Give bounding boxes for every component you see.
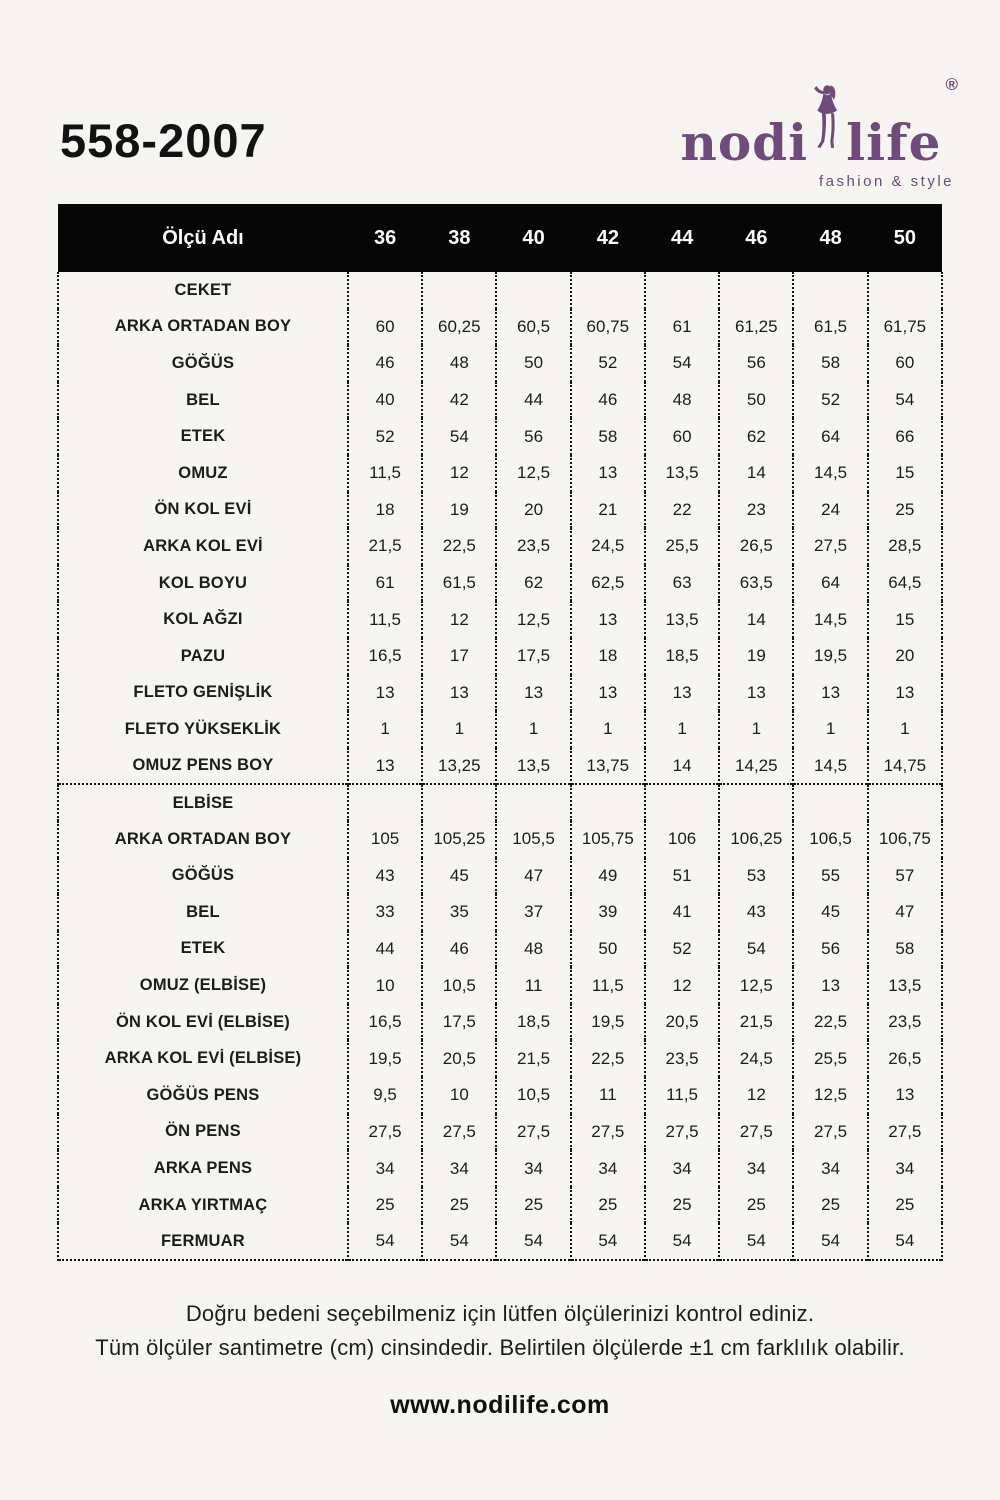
- measurement-row: [58, 1187, 942, 1224]
- measurement-value: 58: [571, 418, 645, 455]
- measurement-value: 106: [645, 821, 719, 858]
- measurement-row: [58, 601, 942, 638]
- measurement-value: 14: [645, 748, 719, 785]
- measurement-row: [58, 528, 942, 565]
- measurement-value: 1: [496, 711, 570, 748]
- measurement-label: FLETO GENİŞLİK: [58, 675, 348, 712]
- registered-trademark-icon: ®: [945, 74, 958, 94]
- measurement-value: 47: [868, 894, 942, 931]
- empty-cell: [571, 784, 645, 821]
- measurement-value: 105: [348, 821, 422, 858]
- measurement-label: ÖN PENS: [58, 1114, 348, 1151]
- measurement-value: 22,5: [422, 528, 496, 565]
- measurement-value: 46: [571, 382, 645, 419]
- measurement-value: 12: [645, 967, 719, 1004]
- measurement-value: 18: [348, 492, 422, 529]
- empty-cell: [645, 272, 719, 309]
- measurement-value: 26,5: [868, 1040, 942, 1077]
- measurement-value: 13,5: [645, 601, 719, 638]
- measurement-row: [58, 967, 942, 1004]
- measurement-label: KOL AĞZI: [58, 601, 348, 638]
- measurement-row: [58, 1040, 942, 1077]
- footer-note-line2: Tüm ölçüler santimetre (cm) cinsindedir. Belirtilen ölçülerde ±1 cm farklılık olabilir.: [95, 1335, 905, 1361]
- measurement-value: 25: [571, 1187, 645, 1224]
- measurement-value: 53: [719, 858, 793, 895]
- page-header: [0, 0, 1000, 190]
- logo-text-nodi: nodi: [680, 112, 809, 172]
- measurement-label: ARKA YIRTMAÇ: [58, 1187, 348, 1224]
- measurement-row: [58, 565, 942, 602]
- measurement-value: 34: [719, 1150, 793, 1187]
- measurement-value: 13: [868, 675, 942, 712]
- measurement-value: 54: [496, 1223, 570, 1260]
- measurement-value: 13: [571, 455, 645, 492]
- measurement-label: BEL: [58, 382, 348, 419]
- measurement-value: 35: [422, 894, 496, 931]
- empty-cell: [571, 272, 645, 309]
- measurement-value: 17,5: [496, 638, 570, 675]
- measurement-value: 54: [422, 1223, 496, 1260]
- measurement-value: 64: [793, 565, 867, 602]
- empty-cell: [868, 272, 942, 309]
- measurement-value: 106,25: [719, 821, 793, 858]
- measurement-value: 47: [496, 858, 570, 895]
- measurement-value: 61,5: [793, 309, 867, 346]
- empty-cell: [793, 272, 867, 309]
- measurement-value: 18: [571, 638, 645, 675]
- measurement-value: 52: [571, 345, 645, 382]
- empty-cell: [719, 784, 793, 821]
- measurement-value: 25: [645, 1187, 719, 1224]
- measurement-label: GÖĞÜS: [58, 345, 348, 382]
- measurement-value: 12,5: [719, 967, 793, 1004]
- measurement-value: 61,5: [422, 565, 496, 602]
- measurement-row: [58, 418, 942, 455]
- measurement-value: 34: [496, 1150, 570, 1187]
- measurement-row: [58, 638, 942, 675]
- measurement-value: 106,5: [793, 821, 867, 858]
- measure-name-column-header: Ölçü Adı: [58, 204, 348, 272]
- empty-cell: [496, 272, 570, 309]
- measurement-value: 12,5: [496, 601, 570, 638]
- measurement-value: 61,75: [868, 309, 942, 346]
- measurement-value: 17,5: [422, 1004, 496, 1041]
- measurement-value: 10,5: [422, 967, 496, 1004]
- measurement-value: 1: [868, 711, 942, 748]
- measurement-value: 45: [793, 894, 867, 931]
- measurement-value: 20: [496, 492, 570, 529]
- measurement-label: FERMUAR: [58, 1223, 348, 1260]
- size-column-header: 50: [868, 204, 942, 272]
- measurement-label: BEL: [58, 894, 348, 931]
- measurement-value: 54: [793, 1223, 867, 1260]
- measurement-value: 25: [868, 492, 942, 529]
- measurement-value: 44: [496, 382, 570, 419]
- measurement-value: 50: [719, 382, 793, 419]
- measurement-value: 25: [422, 1187, 496, 1224]
- woman-silhouette-icon: [812, 83, 844, 167]
- measurement-value: 13: [793, 675, 867, 712]
- measurement-value: 56: [496, 418, 570, 455]
- empty-cell: [793, 784, 867, 821]
- empty-cell: [348, 272, 422, 309]
- measurement-value: 49: [571, 858, 645, 895]
- measurement-value: 13: [645, 675, 719, 712]
- measurement-row: [58, 1004, 942, 1041]
- measurement-value: 57: [868, 858, 942, 895]
- brand-logo-wordmark: [680, 74, 958, 172]
- measurement-row: [58, 492, 942, 529]
- measurement-value: 60,75: [571, 309, 645, 346]
- measurement-value: 27,5: [645, 1114, 719, 1151]
- size-column-header: 38: [422, 204, 496, 272]
- measurement-value: 10: [422, 1077, 496, 1114]
- measurement-value: 41: [645, 894, 719, 931]
- measurement-value: 46: [348, 345, 422, 382]
- measurement-value: 14,5: [793, 748, 867, 785]
- measurement-value: 27,5: [348, 1114, 422, 1151]
- measurement-row: [58, 711, 942, 748]
- measurement-value: 25,5: [645, 528, 719, 565]
- measurement-value: 27,5: [422, 1114, 496, 1151]
- measurement-value: 14,5: [793, 601, 867, 638]
- measurement-value: 13,5: [868, 967, 942, 1004]
- size-table-container: [57, 204, 943, 1261]
- measurement-value: 21,5: [719, 1004, 793, 1041]
- measurement-value: 46: [422, 931, 496, 968]
- measurement-value: 22,5: [571, 1040, 645, 1077]
- measurement-value: 14,25: [719, 748, 793, 785]
- measurement-value: 22: [645, 492, 719, 529]
- measurement-label: ARKA ORTADAN BOY: [58, 821, 348, 858]
- measurement-value: 23,5: [645, 1040, 719, 1077]
- measurement-value: 18,5: [496, 1004, 570, 1041]
- measurement-row: [58, 345, 942, 382]
- measurement-value: 21,5: [496, 1040, 570, 1077]
- measurement-value: 34: [645, 1150, 719, 1187]
- measurement-value: 12,5: [793, 1077, 867, 1114]
- measurement-value: 34: [868, 1150, 942, 1187]
- measurement-value: 15: [868, 601, 942, 638]
- measurement-value: 21: [571, 492, 645, 529]
- measurement-label: ARKA ORTADAN BOY: [58, 309, 348, 346]
- measurement-value: 13: [348, 675, 422, 712]
- measurement-value: 20,5: [645, 1004, 719, 1041]
- measurement-value: 13,75: [571, 748, 645, 785]
- measurement-value: 13,5: [645, 455, 719, 492]
- measurement-value: 61,25: [719, 309, 793, 346]
- measurement-value: 105,25: [422, 821, 496, 858]
- section-title: CEKET: [58, 272, 348, 309]
- measurement-value: 25: [496, 1187, 570, 1224]
- measurement-value: 105,75: [571, 821, 645, 858]
- measurement-value: 23,5: [868, 1004, 942, 1041]
- measurement-value: 34: [422, 1150, 496, 1187]
- measurement-value: 23: [719, 492, 793, 529]
- measurement-value: 60: [348, 309, 422, 346]
- measurement-value: 48: [422, 345, 496, 382]
- measurement-row: [58, 894, 942, 931]
- measurement-value: 58: [868, 931, 942, 968]
- measurement-value: 19,5: [571, 1004, 645, 1041]
- measurement-value: 11: [496, 967, 570, 1004]
- measurement-value: 52: [793, 382, 867, 419]
- measurement-value: 16,5: [348, 638, 422, 675]
- measurement-value: 45: [422, 858, 496, 895]
- measurement-value: 1: [645, 711, 719, 748]
- measurement-value: 14,5: [793, 455, 867, 492]
- measurement-label: KOL BOYU: [58, 565, 348, 602]
- measurement-value: 24,5: [571, 528, 645, 565]
- measurement-label: OMUZ: [58, 455, 348, 492]
- measurement-value: 54: [645, 1223, 719, 1260]
- measurement-value: 44: [348, 931, 422, 968]
- measurement-value: 23,5: [496, 528, 570, 565]
- measurement-value: 52: [348, 418, 422, 455]
- measurement-value: 13: [571, 601, 645, 638]
- measurement-label: PAZU: [58, 638, 348, 675]
- measurement-label: ARKA PENS: [58, 1150, 348, 1187]
- measurement-value: 21,5: [348, 528, 422, 565]
- measurement-row: [58, 1077, 942, 1114]
- measurement-value: 13: [793, 967, 867, 1004]
- measurement-value: 27,5: [719, 1114, 793, 1151]
- size-column-header: 40: [496, 204, 570, 272]
- measurement-value: 60: [645, 418, 719, 455]
- measurement-value: 13,5: [496, 748, 570, 785]
- measurement-value: 24,5: [719, 1040, 793, 1077]
- product-code: 558-2007: [60, 113, 267, 167]
- measurement-value: 61: [645, 309, 719, 346]
- measurement-value: 11,5: [645, 1077, 719, 1114]
- measurement-value: 54: [571, 1223, 645, 1260]
- measurement-value: 62: [496, 565, 570, 602]
- measurement-value: 62,5: [571, 565, 645, 602]
- website-url: www.nodilife.com: [390, 1391, 610, 1420]
- measurement-label: ETEK: [58, 418, 348, 455]
- measurement-value: 62: [719, 418, 793, 455]
- measurement-value: 10: [348, 967, 422, 1004]
- measurement-value: 1: [348, 711, 422, 748]
- measurement-value: 26,5: [719, 528, 793, 565]
- measurement-value: 13: [348, 748, 422, 785]
- measurement-label: ETEK: [58, 931, 348, 968]
- measurement-value: 64,5: [868, 565, 942, 602]
- measurement-value: 11,5: [348, 455, 422, 492]
- measurement-value: 12: [719, 1077, 793, 1114]
- measurement-value: 64: [793, 418, 867, 455]
- measurement-value: 1: [719, 711, 793, 748]
- size-table-body: [58, 272, 942, 1260]
- measurement-value: 40: [348, 382, 422, 419]
- empty-cell: [496, 784, 570, 821]
- measurement-row: [58, 1223, 942, 1260]
- measurement-value: 13: [719, 675, 793, 712]
- measurement-value: 27,5: [571, 1114, 645, 1151]
- measurement-value: 24: [793, 492, 867, 529]
- measurement-label: OMUZ PENS BOY: [58, 748, 348, 785]
- measurement-row: [58, 748, 942, 785]
- measurement-value: 16,5: [348, 1004, 422, 1041]
- measurement-value: 52: [645, 931, 719, 968]
- page-footer: [0, 1297, 1000, 1420]
- measurement-value: 1: [422, 711, 496, 748]
- measurement-value: 14: [719, 455, 793, 492]
- size-column-header: 48: [793, 204, 867, 272]
- measurement-value: 19: [422, 492, 496, 529]
- measurement-value: 63: [645, 565, 719, 602]
- measurement-value: 42: [422, 382, 496, 419]
- size-column-header: 44: [645, 204, 719, 272]
- size-column-header: 36: [348, 204, 422, 272]
- empty-cell: [645, 784, 719, 821]
- measurement-value: 54: [719, 1223, 793, 1260]
- brand-logo: [680, 74, 958, 190]
- measurement-value: 13: [422, 675, 496, 712]
- measurement-label: ARKA KOL EVİ: [58, 528, 348, 565]
- measurement-label: GÖĞÜS PENS: [58, 1077, 348, 1114]
- measurement-value: 58: [793, 345, 867, 382]
- measurement-row: [58, 675, 942, 712]
- measurement-value: 50: [571, 931, 645, 968]
- measurement-value: 28,5: [868, 528, 942, 565]
- measurement-value: 54: [348, 1223, 422, 1260]
- empty-cell: [719, 272, 793, 309]
- empty-cell: [422, 272, 496, 309]
- measurement-value: 12: [422, 601, 496, 638]
- measurement-value: 17: [422, 638, 496, 675]
- measurement-value: 11,5: [348, 601, 422, 638]
- measurement-label: GÖĞÜS: [58, 858, 348, 895]
- measurement-value: 56: [793, 931, 867, 968]
- measurement-value: 54: [422, 418, 496, 455]
- table-header-row: [58, 204, 942, 272]
- measurement-value: 105,5: [496, 821, 570, 858]
- measurement-value: 13,25: [422, 748, 496, 785]
- measurement-label: ÖN KOL EVİ: [58, 492, 348, 529]
- measurement-value: 1: [571, 711, 645, 748]
- measurement-value: 39: [571, 894, 645, 931]
- empty-cell: [868, 784, 942, 821]
- measurement-value: 20,5: [422, 1040, 496, 1077]
- measurement-value: 54: [645, 345, 719, 382]
- measurement-value: 13: [496, 675, 570, 712]
- measurement-value: 48: [496, 931, 570, 968]
- measurement-value: 12: [422, 455, 496, 492]
- measurement-value: 37: [496, 894, 570, 931]
- measurement-value: 19: [719, 638, 793, 675]
- measurement-value: 11: [571, 1077, 645, 1114]
- measurement-value: 25: [868, 1187, 942, 1224]
- measurement-value: 25: [793, 1187, 867, 1224]
- logo-text-life: life: [846, 112, 942, 172]
- measurement-value: 19,5: [348, 1040, 422, 1077]
- footer-note-line1: Doğru bedeni seçebilmeniz için lütfen ölçülerinizi kontrol ediniz.: [185, 1301, 815, 1327]
- measurement-value: 27,5: [868, 1114, 942, 1151]
- empty-cell: [348, 784, 422, 821]
- measurement-value: 66: [868, 418, 942, 455]
- measurement-value: 43: [719, 894, 793, 931]
- measurement-label: OMUZ (ELBİSE): [58, 967, 348, 1004]
- measurement-value: 33: [348, 894, 422, 931]
- measurement-value: 60,25: [422, 309, 496, 346]
- measurement-row: [58, 931, 942, 968]
- measurement-value: 25: [719, 1187, 793, 1224]
- measurement-value: 18,5: [645, 638, 719, 675]
- measurement-value: 27,5: [793, 528, 867, 565]
- measurement-value: 25,5: [793, 1040, 867, 1077]
- measurement-value: 27,5: [496, 1114, 570, 1151]
- section-header-row: [58, 272, 942, 309]
- measurement-value: 9,5: [348, 1077, 422, 1114]
- measurement-value: 48: [645, 382, 719, 419]
- measurement-label: FLETO YÜKSEKLİK: [58, 711, 348, 748]
- measurement-value: 12,5: [496, 455, 570, 492]
- measurement-row: [58, 1114, 942, 1151]
- logo-tagline: fashion & style: [818, 172, 954, 190]
- section-title: ELBİSE: [58, 784, 348, 821]
- measurement-value: 54: [868, 1223, 942, 1260]
- measurement-value: 50: [496, 345, 570, 382]
- measurement-value: 61: [348, 565, 422, 602]
- measurement-value: 14,75: [868, 748, 942, 785]
- measurement-value: 11,5: [571, 967, 645, 1004]
- measurement-row: [58, 821, 942, 858]
- measurement-value: 10,5: [496, 1077, 570, 1114]
- measurement-value: 22,5: [793, 1004, 867, 1041]
- measurement-value: 34: [571, 1150, 645, 1187]
- measurement-value: 1: [793, 711, 867, 748]
- measurement-label: ÖN KOL EVİ (ELBİSE): [58, 1004, 348, 1041]
- size-column-header: 46: [719, 204, 793, 272]
- measurement-row: [58, 309, 942, 346]
- measurement-value: 34: [348, 1150, 422, 1187]
- empty-cell: [422, 784, 496, 821]
- size-column-header: 42: [571, 204, 645, 272]
- measurement-value: 13: [868, 1077, 942, 1114]
- size-table: [57, 204, 943, 1261]
- measurement-value: 51: [645, 858, 719, 895]
- measurement-value: 63,5: [719, 565, 793, 602]
- measurement-value: 14: [719, 601, 793, 638]
- measurement-value: 25: [348, 1187, 422, 1224]
- measurement-value: 106,75: [868, 821, 942, 858]
- measurement-value: 27,5: [793, 1114, 867, 1151]
- measurement-value: 34: [793, 1150, 867, 1187]
- measurement-row: [58, 455, 942, 492]
- measurement-value: 56: [719, 345, 793, 382]
- measurement-value: 60: [868, 345, 942, 382]
- measurement-value: 20: [868, 638, 942, 675]
- measurement-value: 55: [793, 858, 867, 895]
- measurement-row: [58, 382, 942, 419]
- measurement-value: 60,5: [496, 309, 570, 346]
- measurement-value: 15: [868, 455, 942, 492]
- measurement-value: 13: [571, 675, 645, 712]
- measurement-value: 54: [868, 382, 942, 419]
- measurement-value: 43: [348, 858, 422, 895]
- measurement-row: [58, 858, 942, 895]
- measurement-value: 19,5: [793, 638, 867, 675]
- section-header-row: [58, 784, 942, 821]
- measurement-label: ARKA KOL EVİ (ELBİSE): [58, 1040, 348, 1077]
- measurement-row: [58, 1150, 942, 1187]
- measurement-value: 54: [719, 931, 793, 968]
